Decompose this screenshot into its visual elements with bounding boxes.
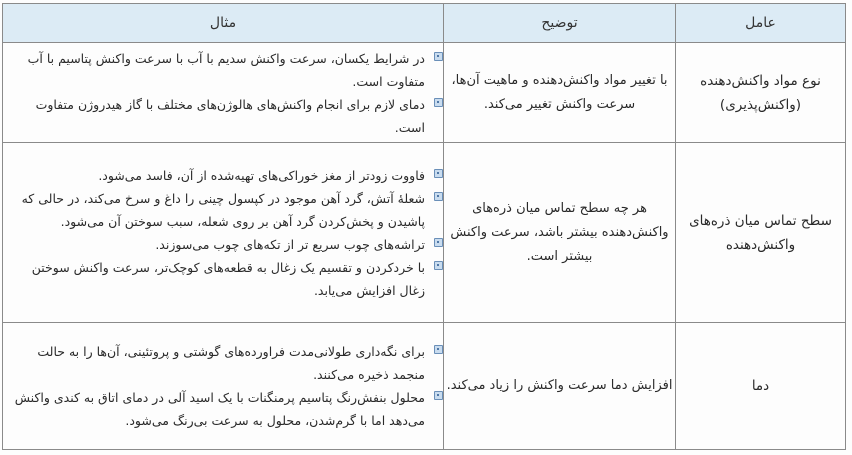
- example-item: [3, 340, 443, 386]
- factor-cell: دما: [676, 323, 846, 450]
- bullet-icon: [434, 345, 443, 354]
- examples-cell: [3, 43, 444, 143]
- bullet-icon: [434, 98, 443, 107]
- example-item: [3, 164, 443, 187]
- description-cell: افزایش دما سرعت واکنش را زیاد می‌کند.: [444, 323, 676, 450]
- header-description: توضیح: [444, 4, 676, 43]
- example-item: [3, 386, 443, 432]
- bullet-icon: [434, 391, 443, 400]
- table-row-reactant-type: [3, 43, 846, 143]
- example-text: شعلهٔ آتش، گرد آهن موجود در کپسول چینی را داغ و سرخ می‌کند، در حالی که پاشیدن و پخش‌کردن گرد آهن بر روی شعله، سبب سوختن آن می‌شود.: [21, 190, 425, 229]
- bullet-icon: [434, 238, 443, 247]
- table-row-surface-area: [3, 143, 846, 323]
- reaction-rate-factors-table: [2, 3, 846, 450]
- example-text: برای نگه‌داری طولانی‌مدت فراورده‌های گوشتی و پروتئینی، آن‌ها را به حالت منجمد ذخیره می‌کنند.: [37, 344, 425, 382]
- header-row: [3, 4, 846, 43]
- example-text: در شرایط یکسان، سرعت واکنش سدیم با آب با سرعت واکنش پتاسیم با آب متفاوت است.: [27, 50, 425, 89]
- header-factor: عامل: [676, 4, 846, 43]
- example-item: [3, 233, 443, 256]
- example-text: فاووت زودتر از مغز خوراکی‌های تهیه‌شده از آن، فاسد می‌شود.: [98, 167, 425, 183]
- factor-cell: سطح تماس میان ذره‌های واکنش‌دهنده: [676, 143, 846, 323]
- factor-cell: نوع مواد واکنش‌دهنده (واکنش‌پذیری): [676, 43, 846, 143]
- bullet-icon: [434, 261, 443, 270]
- example-item: [3, 47, 443, 93]
- examples-cell: [3, 323, 444, 450]
- example-item: [3, 93, 443, 139]
- example-item: [3, 187, 443, 233]
- example-item: [3, 256, 443, 302]
- examples-cell: [3, 143, 444, 323]
- description-cell: هر چه سطح تماس میان ذره‌های واکنش‌دهنده بیشتر باشد، سرعت واکنش بیشتر است.: [444, 143, 676, 323]
- bullet-icon: [434, 192, 443, 201]
- example-text: دمای لازم برای انجام واکنش‌های هالوژن‌های مختلف با گاز هیدروژن متفاوت است.: [35, 96, 425, 135]
- example-text: تراشه‌های چوب سریع تر از تکه‌های چوب می‌سوزند.: [155, 236, 425, 252]
- bullet-icon: [434, 52, 443, 61]
- description-cell: با تغییر مواد واکنش‌دهنده و ماهیت آن‌ها، سرعت واکنش تغییر می‌کند.: [444, 43, 676, 143]
- bullet-icon: [434, 169, 443, 178]
- header-example: مثال: [3, 4, 444, 43]
- table-row-temperature: [3, 323, 846, 450]
- example-text: با خردکردن و تقسیم یک زغال به قطعه‌های کوچک‌تر، سرعت واکنش سوختن زغال افزایش می‌یابد.: [31, 259, 425, 298]
- example-text: محلول بنفش‌رنگ پتاسیم پرمنگنات با یک اسید آلی در دمای اتاق به کندی واکنش می‌دهد اما با گرم‌شدن، محلول به سرعت بی‌رنگ می‌شود.: [14, 390, 425, 428]
